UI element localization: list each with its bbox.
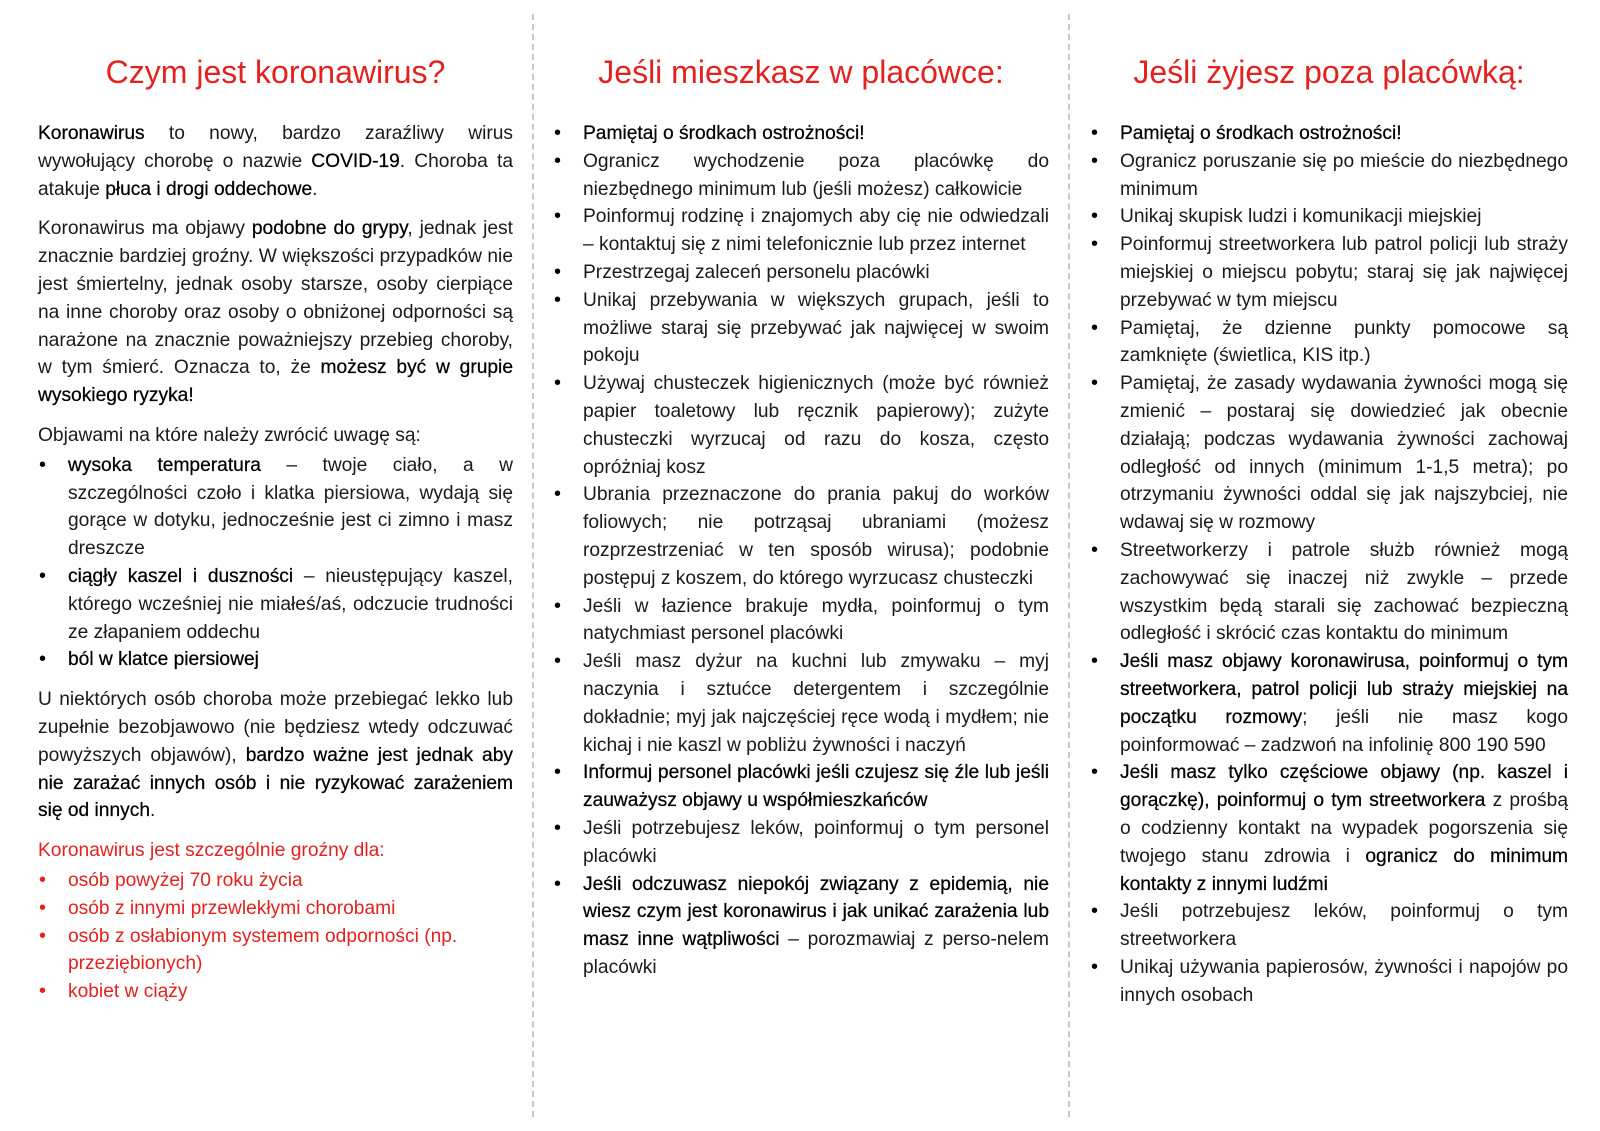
- list-item: [1090, 148, 1568, 204]
- body-text: Ubrania przeznaczone do prania pakuj do worków foliowych; nie potrząsaj ubraniami (możesz rozprzestrzeniać w ten sposób wirusa); podobnie postępuj z koszem, do którego wyrzucasz chusteczki: [583, 484, 1049, 589]
- emphasis-text: Jeśli masz tylko częściowe objawy (np. kaszel i gorączkę), poinformuj o tym streetworkera: [1120, 762, 1568, 812]
- body-text: U niektórych osób choroba może przebiegać lekko lub zupełnie bezobjawowo (nie będziesz wtedy odczuwać powyższych objawów),: [38, 689, 513, 766]
- body-text: – nieustępujący kaszel, którego wcześniej nie miałeś/aś, odczucie trudności ze złapaniem oddechu: [68, 565, 513, 643]
- emphasis-text: Pamiętaj o środkach ostrożności!: [583, 123, 865, 144]
- list-item: [38, 452, 513, 563]
- emphasis-text: płuca i drogi oddechowe: [105, 178, 313, 200]
- list-item: [1090, 537, 1568, 648]
- body-text: Ogranicz wychodzenie poza placówkę do niezbędnego minimum lub (jeśli możesz) całkowicie: [583, 150, 1049, 200]
- body-text: Jeśli masz dyżur na kuchni lub zmywaku – myj naczynia i sztućce detergentem i szczególnie dokładnie; myj jak najczęściej ręce wodą i mydłem; nie kichaj i nie kaszl w pobliżu żywności i naczyń: [583, 651, 1049, 756]
- column-what-is-coronavirus: [38, 0, 513, 1018]
- outside-advice-list: [1090, 120, 1568, 1010]
- emphasis-text: możesz być w grupie wysokiego ryzyka!: [38, 357, 513, 407]
- body-text: Jeśli potrzebujesz leków, poinformuj o tym streetworkera: [1120, 901, 1568, 951]
- emphasis-text: Informuj personel placówki jeśli czujesz się źle lub jeśli zauważysz objawy u współmieszkańców: [583, 762, 1049, 812]
- list-item: [553, 370, 1049, 481]
- body-text: – twoje ciało, a w szczególności czoło i klatka piersiowa, wydają się gorące w dotyku, jednocześnie jest ci zimno i masz dreszcze: [68, 454, 513, 560]
- body-text: .: [150, 800, 156, 822]
- column-content: [1090, 120, 1568, 1010]
- symptoms-similarity-paragraph: [38, 215, 513, 410]
- body-text: Przestrzegaj zaleceń personelu placówki: [583, 261, 930, 283]
- symptoms-intro: Objawami na które należy zwrócić uwagę są:: [38, 424, 421, 446]
- list-item: [553, 148, 1049, 204]
- list-item: [38, 646, 513, 674]
- body-text: z prośbą o codzienny kontakt na wypadek pogorszenia się twojego stanu zdrowia i: [1120, 790, 1568, 867]
- column-content: [38, 120, 513, 1006]
- list-item: [553, 120, 1049, 148]
- body-text: .: [312, 178, 318, 200]
- list-item: • osób powyżej 70 roku życia: [38, 867, 513, 895]
- body-text: ; jeśli nie masz kogo poinformować – zadzwoń na infolinię 800 190 590: [1120, 706, 1568, 756]
- column-living-outside-facility: [1090, 0, 1568, 1022]
- list-item: [1090, 231, 1568, 314]
- column-content: [553, 120, 1049, 982]
- body-text: – porozmawiaj z perso-nelem placówki: [583, 929, 1049, 978]
- asymptomatic-paragraph: [38, 686, 513, 825]
- column-divider: [532, 14, 534, 1117]
- body-text: to nowy, bardzo zaraźliwy wirus wywołujący chorobę o nazwie: [38, 123, 513, 172]
- list-item: [553, 648, 1049, 759]
- emphasis-text: Jeśli odczuwasz niepokój związany z epidemią, nie wiesz czym jest koronawirus i jak unikać zarażenia lub masz inne wątpliwości: [583, 873, 1049, 951]
- column-title: Jeśli mieszkasz w placówce:: [598, 54, 1004, 90]
- list-item: [553, 481, 1049, 592]
- list-item: [553, 203, 1049, 259]
- body-text: , jednak jest znacznie bardziej groźny. W większości przypadków nie jest śmiertelny, jednak osoby starsze, osoby cierpiące na inne choroby oraz osoby o obniżonej odporności są narażone na znacznie poważniejszy przebieg choroby, w tym śmierć. Oznacza to, że: [38, 218, 513, 379]
- risk-groups-list: [38, 867, 513, 1006]
- body-text: Unikaj przebywania w większych grupach, jeśli to możliwe staraj się przebywać jak najwięcej w swoim pokoju: [583, 289, 1049, 367]
- list-item: [1090, 203, 1568, 231]
- list-item: [553, 259, 1049, 287]
- list-item: [38, 563, 513, 646]
- column-living-in-facility: [553, 0, 1049, 994]
- symptoms-list: [38, 452, 513, 674]
- emphasis-text: Koronawirus: [38, 123, 145, 144]
- emphasis-text: ból w klatce piersiowej: [68, 649, 259, 671]
- body-text: Streetworkerzy i patrole służb również mogą zachowywać się inaczej niż zwykle – przede wszystkim będą starali się zachować bezpieczną odległość i skrócić czas kontaktu do minimum: [1120, 539, 1568, 645]
- list-item: • osób z osłabionym systemem odporności (np. przeziębionych): [38, 923, 513, 979]
- body-text: Koronawirus ma objawy: [38, 218, 252, 240]
- list-item: [1090, 370, 1568, 537]
- column-title: Czym jest koronawirus?: [105, 54, 446, 90]
- list-item: [1090, 898, 1568, 954]
- list-item: [553, 287, 1049, 370]
- facility-advice-list: [553, 120, 1049, 982]
- list-item: • kobiet w ciąży: [38, 978, 513, 1006]
- column-title: Jeśli żyjesz poza placówką:: [1133, 54, 1525, 90]
- body-text: Jeśli potrzebujesz leków, poinformuj o tym personel placówki: [583, 817, 1049, 867]
- body-text: Poinformuj rodzinę i znajomych aby cię nie odwiedzali – kontaktuj się z nimi telefonicznie lub przez internet: [583, 206, 1049, 256]
- body-text: Ogranicz poruszanie się po mieście do niezbędnego minimum: [1120, 150, 1568, 200]
- emphasis-text: COVID-19: [311, 150, 400, 172]
- body-text: Jeśli w łazience brakuje mydła, poinformuj o tym natychmiast personel placówki: [583, 595, 1049, 645]
- body-text: Pamiętaj, że dzienne punkty pomocowe są zamknięte (świetlica, KIS itp.): [1120, 317, 1568, 367]
- body-text: Unikaj skupisk ludzi i komunikacji miejskiej: [1120, 206, 1482, 228]
- list-item: [1090, 954, 1568, 1010]
- list-item: [1090, 759, 1568, 898]
- emphasis-text: wysoka temperatura: [68, 454, 261, 476]
- body-text: Poinformuj streetworkera lub patrol policji lub straży miejskiej o miejscu pobytu; staraj się jak najwięcej przebywać w tym miejscu: [1120, 234, 1568, 311]
- list-item: [553, 815, 1049, 871]
- list-item: [553, 871, 1049, 982]
- emphasis-text: Pamiętaj o środkach ostrożności!: [1120, 123, 1402, 144]
- list-item: [1090, 120, 1568, 148]
- list-item: [1090, 315, 1568, 371]
- list-item: [553, 593, 1049, 649]
- emphasis-text: ogranicz do minimum kontakty z innymi ludźmi: [1120, 845, 1568, 895]
- body-text: . Choroba ta atakuje: [38, 150, 513, 200]
- emphasis-text: Jeśli masz objawy koronawirusa, poinformuj o tym streetworkera, patrol policji lub straży miejskiej na początku rozmowy: [1120, 651, 1568, 728]
- body-text: Pamiętaj, że zasady wydawania żywności mogą się zmienić – postaraj się dowiedzieć jak obecnie działają; podczas wydawania żywności zachowaj odległość od innych (minimum 1-1,5 metra); po otrzymaniu żywności oddal się jak najszybciej, nie wdawaj się w rozmowy: [1120, 373, 1568, 534]
- column-divider: [1068, 14, 1070, 1117]
- list-item: [553, 759, 1049, 815]
- list-item: [1090, 648, 1568, 759]
- emphasis-text: podobne do grypy: [251, 218, 408, 240]
- risk-groups-intro: Koronawirus jest szczególnie groźny dla:: [38, 840, 385, 862]
- body-text: Używaj chusteczek higienicznych (może być również papier toaletowy lub ręcznik papierowy); zużyte chusteczki wyrzucaj od razu do kosza, często opróżniaj kosz: [583, 373, 1049, 478]
- emphasis-text: bardzo ważne jest jednak aby nie zarażać innych osób i nie ryzykować zarażeniem się od innych: [38, 744, 513, 822]
- list-item: • osób z innymi przewlekłymi chorobami: [38, 895, 513, 923]
- emphasis-text: ciągły kaszel i duszności: [68, 565, 294, 587]
- intro-paragraph: [38, 120, 513, 203]
- body-text: Unikaj używania papierosów, żywności i napojów po innych osobach: [1120, 956, 1568, 1006]
